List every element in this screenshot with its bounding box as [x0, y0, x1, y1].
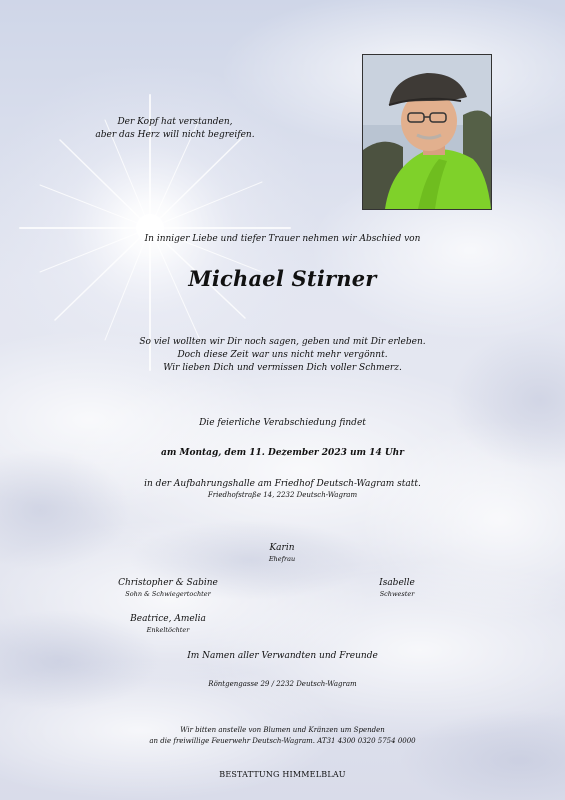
mourner-name: Isabelle	[379, 578, 415, 588]
portrait-photo-icon	[363, 55, 491, 209]
intro-line: In inniger Liebe und tiefer Trauer nehmen wir Abschied von	[144, 234, 421, 244]
mourner-relation: Enkeltöchter	[146, 626, 190, 634]
closing-line: Im Namen aller Verwandten und Freunde	[187, 651, 378, 661]
mourner-name: Karin	[269, 543, 295, 553]
mourner-name: Christopher & Sabine	[118, 578, 218, 588]
farewell-intro: Die feierliche Verabschiedung findet	[199, 418, 366, 428]
quote-line-2: aber das Herz will nicht begreifen.	[95, 130, 255, 140]
mourner-relation: Ehefrau	[268, 555, 296, 563]
verse-line-1: So viel wollten wir Dir noch sagen, geben und mit Dir erleben.	[139, 337, 426, 347]
mourner-name: Beatrice, Amelia	[130, 614, 206, 624]
mourner-beatrice	[98, 614, 238, 634]
donation-line-2: an die freiwillige Feuerwehr Deutsch-Wagram. AT31 4300 0320 5754 0000	[149, 737, 416, 745]
farewell-date: am Montag, dem 11. Dezember 2023 um 14 Uhr	[161, 448, 404, 458]
opening-quote	[90, 116, 260, 142]
family-address: Röntgengasse 29 / 2232 Deutsch-Wagram	[208, 680, 357, 688]
memorial-verse	[0, 336, 565, 375]
donation-line-1: Wir bitten anstelle von Blumen und Kränzen um Spenden	[180, 726, 385, 734]
mourner-isabelle	[332, 578, 462, 598]
deceased-name: Michael Stirner	[188, 266, 377, 291]
funeral-home-name: BESTATTUNG HIMMELBLAU	[219, 770, 346, 779]
farewell-address: Friedhofstraße 14, 2232 Deutsch-Wagram	[207, 491, 358, 499]
mourner-christopher	[88, 578, 248, 598]
quote-line-1: Der Kopf hat verstanden,	[117, 117, 233, 127]
verse-line-2: Doch diese Zeit war uns nicht mehr vergönnt.	[177, 350, 388, 360]
mourner-relation: Sohn & Schwiegertochter	[125, 590, 211, 598]
mourner-relation: Schwester	[379, 590, 415, 598]
mourner-karin	[212, 543, 352, 563]
verse-line-3: Wir lieben Dich und vermissen Dich voller Schmerz.	[163, 363, 402, 373]
farewell-location: in der Aufbahrungshalle am Friedhof Deutsch-Wagram statt.	[144, 479, 421, 489]
donation-note	[0, 725, 565, 747]
portrait-photo	[362, 54, 492, 210]
